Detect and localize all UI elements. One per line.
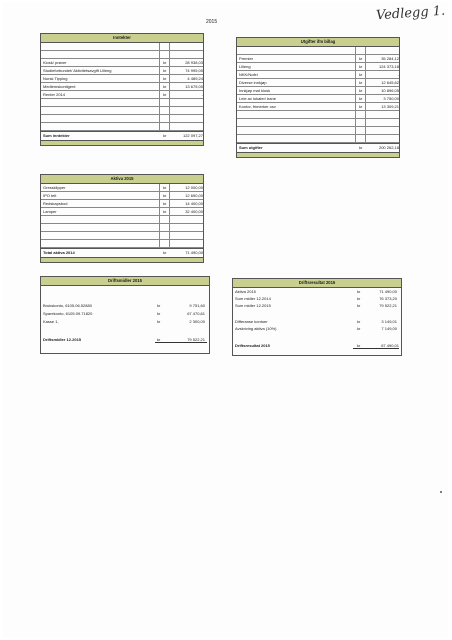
aktiva-rows [40,184,204,248]
aktiva-row-label: Gressklipper [43,185,66,190]
utgifter-column-divider [355,111,356,118]
utgifter-column-divider [355,55,356,62]
utgifter-column-divider [355,135,356,142]
utgifter-row-value: 13 309,21 [381,104,399,109]
driftsresultat-line-label: Aktiva 2015 [235,289,256,294]
inntekter-row-value: - [201,92,203,97]
utgifter-column-divider [365,71,366,78]
inntekter-row-kr: kr [163,84,167,89]
driftsresultat-line-label: Avskriving aktiva (10%) [235,326,277,331]
utgifter-row [237,63,399,71]
inntekter-row-label: Studieforbundet/ Aktivitetsavgift Lilleng [43,68,112,73]
driftsmidler-line-value: 67 470,61 [187,311,205,316]
driftsresultat-line-value: 7 149,00 [381,326,397,331]
aktiva-sum-label: Total aktiva 2014 [43,250,75,255]
inntekter-row-kr: kr [163,60,167,65]
aktiva-row-label: IPO telt [43,193,57,198]
aktiva-row [41,216,203,224]
inntekter-column-divider [169,51,170,58]
aktiva-title: Aktiva 2015 [40,174,204,184]
inntekter-column-divider [159,51,160,58]
inntekter-column-divider [169,91,170,98]
driftsresultat-line-kr: kr [357,289,361,294]
utgifter-column-divider [355,119,356,126]
aktiva-column-divider [159,216,160,223]
aktiva-row-label: Redskapsbod [43,201,68,206]
attachment-handwriting: Vedlegg 1. [375,3,446,24]
driftsmidler-line-label: Sparekonto, 6105.09.71820 [43,311,93,316]
driftsresultat-sum-underline [353,348,399,349]
driftsmidler-sum-label: Driftsmidler 12.2015 [43,337,82,342]
driftsresultat-line-value: 3 149,01 [381,319,397,324]
aktiva-column-divider [169,184,170,191]
driftsresultat-line-kr: kr [357,303,361,308]
utgifter-column-divider [355,103,356,110]
utgifter-column-divider [365,135,366,142]
aktiva-column-divider [169,192,170,199]
utgifter-row [237,71,399,79]
aktiva-row-value: 32 400,00 [185,209,203,214]
aktiva-column-divider [169,224,170,231]
inntekter-title: Inntekter [40,33,204,43]
driftsresultat-box [232,278,402,356]
inntekter-row [41,91,203,99]
inntekter-column-divider [159,83,160,90]
inntekter-column-divider [169,83,170,90]
inntekter-row [41,67,203,75]
aktiva-column-divider [169,200,170,207]
aktiva-column-divider [159,240,160,247]
inntekter-footer-band [40,141,204,146]
aktiva-column-divider [159,208,160,215]
utgifter-row-label: Lilleng [239,64,251,69]
driftsmidler-line-kr: kr [157,303,161,308]
driftsmidler-sum-value: 79 522,21 [187,337,205,342]
utgifter-rows [236,47,400,143]
aktiva-row-value: 12 690,00 [185,193,203,198]
aktiva-row [41,224,203,232]
inntekter-column-divider [159,107,160,114]
utgifter-table [236,37,400,158]
driftsmidler-line-label: Brukskonto, 6105.06.52880 [43,303,92,308]
utgifter-row-label: Innkjøp mat kiosk [239,88,271,93]
utgifter-row [237,119,399,127]
utgifter-title: Utgifter ifm billag [236,37,400,47]
inntekter-row-kr: kr [163,76,167,81]
inntekter-column-divider [159,99,160,106]
inntekter-column-divider [169,99,170,106]
utgifter-column-divider [355,63,356,70]
driftsmidler-line-value: 9 751,60 [189,303,205,308]
inntekter-column-divider [159,59,160,66]
aktiva-column-divider [159,232,160,239]
driftsmidler-sum-underline [155,342,207,343]
inntekter-row [41,107,203,115]
aktiva-table [40,174,204,263]
utgifter-column-divider [365,79,366,86]
utgifter-column-divider [365,111,366,118]
driftsmidler-line-label: Kasse 1, [43,319,59,324]
driftsresultat-line-kr: kr [357,326,361,331]
driftsmidler-line-kr: kr [157,311,161,316]
inntekter-row [41,83,203,91]
aktiva-row [41,232,203,240]
inntekter-row [41,75,203,83]
inntekter-sum-kr: kr [163,133,167,138]
utgifter-row-value: 3 750,00 [383,96,399,101]
aktiva-sum-kr: kr [163,250,167,255]
inntekter-column-divider [159,123,160,130]
utgifter-row-kr: kr [359,96,363,101]
utgifter-column-divider [355,79,356,86]
driftsresultat-line-label: Differanse kontoer [235,319,268,324]
aktiva-column-divider [159,184,160,191]
aktiva-row-label: Lamper [43,209,57,214]
driftsmidler-line-kr: kr [157,319,161,324]
utgifter-row-label: NKK/Nofel [239,72,258,77]
inntekter-row [41,59,203,67]
aktiva-footer-band [40,258,204,263]
utgifter-row-kr: kr [359,88,363,93]
aktiva-column-divider [169,240,170,247]
inntekter-row-value: 13 675,00 [185,84,203,89]
inntekter-row [41,51,203,59]
utgifter-sum-label: Sum utgifter [239,145,263,150]
inntekter-row [41,115,203,123]
driftsresultat-title: Driftsresultat 2015 [233,279,401,288]
utgifter-row [237,87,399,95]
utgifter-column-divider [365,103,366,110]
inntekter-column-divider [159,43,160,50]
driftsresultat-line-value: 76 373,20 [379,296,397,301]
utgifter-row-value: 124 373,18 [378,64,399,69]
utgifter-sum-kr: kr [359,145,363,150]
aktiva-sum-value: 71 490,00 [185,250,203,255]
driftsresultat-line-label: Sum midler 12.2015 [235,303,271,308]
aktiva-row-kr: kr [163,201,167,206]
utgifter-row [237,111,399,119]
driftsmidler-sum-kr: kr [157,337,161,342]
utgifter-row-kr: kr [359,80,363,85]
aktiva-column-divider [169,232,170,239]
inntekter-column-divider [159,115,160,122]
aktiva-column-divider [159,200,160,207]
page-year: 2015 [206,19,218,25]
inntekter-column-divider [169,107,170,114]
inntekter-sum-row [40,131,204,141]
utgifter-row [237,55,399,63]
utgifter-row-label: Premier [239,56,254,61]
aktiva-sum-row [40,248,204,258]
inntekter-row-value: 74 995,00 [185,68,203,73]
utgifter-row-value: 35 284,12 [381,56,399,61]
aktiva-row [41,200,203,208]
utgifter-row [237,103,399,111]
utgifter-row-kr: kr [359,72,363,77]
aktiva-row [41,240,203,248]
driftsmidler-line-value: 2 300,00 [189,319,205,324]
utgifter-row-value: - [397,72,399,77]
utgifter-row [237,95,399,103]
aktiva-row-value: 14 400,00 [185,201,203,206]
driftsresultat-line-value: 79 522,21 [379,303,397,308]
utgifter-row [237,135,399,143]
utgifter-column-divider [355,95,356,102]
utgifter-column-divider [355,87,356,94]
utgifter-row-kr: kr [359,56,363,61]
utgifter-column-divider [365,47,366,54]
driftsresultat-line-value: 71 490,00 [379,289,397,294]
inntekter-row-kr: kr [163,92,167,97]
inntekter-row [41,43,203,51]
utgifter-row-label: Kontor, frimerker osv [239,104,276,109]
driftsresultat-line-kr: kr [357,296,361,301]
utgifter-column-divider [365,95,366,102]
utgifter-column-divider [355,47,356,54]
inntekter-row-label: Norsk Tipping [43,76,68,81]
inntekter-column-divider [169,75,170,82]
utgifter-row [237,47,399,55]
inntekter-row-label: Renter 2014 [43,92,66,97]
inntekter-column-divider [169,43,170,50]
driftsresultat-line-label: Sum midler 12.2014 [235,296,271,301]
utgifter-row-label: Diverse innkjøp [239,80,267,85]
aktiva-row [41,184,203,192]
driftsresultat-line-kr: kr [357,319,361,324]
aktiva-row-value: 12 000,00 [185,185,203,190]
inntekter-column-divider [169,123,170,130]
inntekter-row-label: Kiosk/ prøver [43,60,67,65]
inntekter-sum-value: 122 097,27 [182,133,203,138]
inntekter-column-divider [159,75,160,82]
utgifter-sum-value: 200 262,18 [378,145,399,150]
inntekter-column-divider [159,67,160,74]
inntekter-row-value: 4 489,24 [187,76,203,81]
utgifter-column-divider [365,127,366,134]
utgifter-row [237,127,399,135]
utgifter-column-divider [365,87,366,94]
inntekter-column-divider [169,67,170,74]
driftsresultat-sum-kr: kr [357,343,361,348]
driftsresultat-sum-value: 67 490,01 [381,343,399,348]
utgifter-row-label: Leie av lokaler/ bane [239,96,276,101]
aktiva-row-kr: kr [163,193,167,198]
aktiva-row [41,208,203,216]
inntekter-row [41,99,203,107]
utgifter-row-value: 10 896,05 [381,88,399,93]
inntekter-row-value: 28 938,03 [185,60,203,65]
inntekter-row-kr: kr [163,68,167,73]
inntekter-row [41,123,203,131]
utgifter-column-divider [365,55,366,62]
aktiva-column-divider [169,216,170,223]
inntekter-rows [40,43,204,131]
aktiva-column-divider [159,224,160,231]
utgifter-footer-band [236,153,400,158]
utgifter-column-divider [365,119,366,126]
utgifter-column-divider [365,63,366,70]
driftsresultat-sum-label: Driftsresultat 2015 [235,343,270,348]
utgifter-row-value: 12 645,62 [381,80,399,85]
utgifter-column-divider [355,127,356,134]
scan-speck [440,491,442,493]
inntekter-table [40,33,204,146]
driftsmidler-title: Driftsmidler 2015 [41,277,209,286]
inntekter-column-divider [169,115,170,122]
aktiva-column-divider [169,208,170,215]
utgifter-row-kr: kr [359,64,363,69]
aktiva-column-divider [159,192,160,199]
utgifter-sum-row [236,143,400,153]
inntekter-row-label: Medlemskontigent [43,84,76,89]
aktiva-row-kr: kr [163,209,167,214]
utgifter-column-divider [355,71,356,78]
inntekter-sum-label: Sum inntekter [43,133,70,138]
inntekter-column-divider [159,91,160,98]
driftsmidler-box [40,276,210,354]
utgifter-row-kr: kr [359,104,363,109]
aktiva-row [41,192,203,200]
inntekter-column-divider [169,59,170,66]
aktiva-row-kr: kr [163,185,167,190]
utgifter-row [237,79,399,87]
